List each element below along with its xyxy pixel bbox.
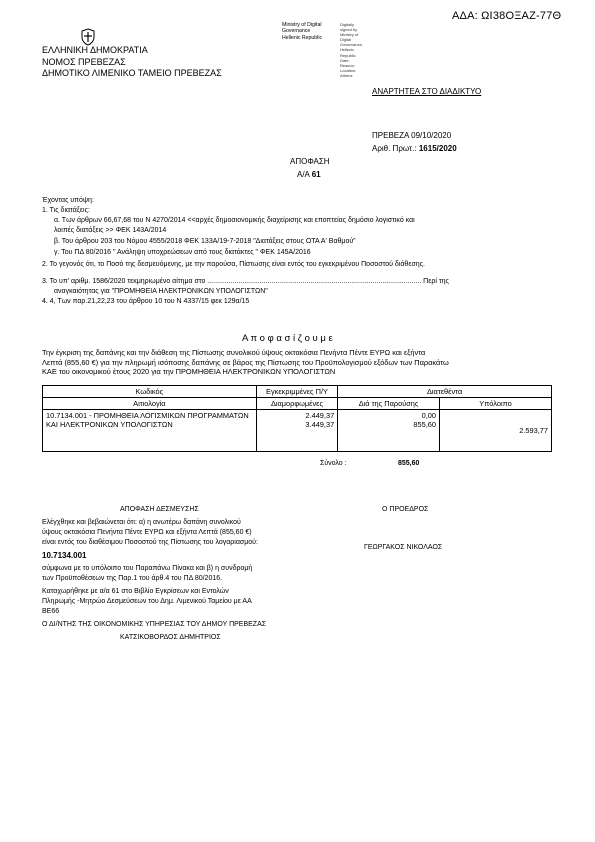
signature-line: Location: Athens (340, 67, 357, 78)
row-remaining: 2.593,77 (440, 410, 552, 452)
digital-signature-stamp (282, 22, 363, 78)
president-title: Ο ΠΡΟΕΔΡΟΣ (382, 506, 429, 513)
table-header-row (43, 398, 552, 410)
col-header-by-this: Διά της Παρούσης (338, 398, 440, 410)
ministry-line: Ministry of Digital (282, 22, 322, 28)
place-date: ΠΡΕΒΕΖΑ 09/10/2020 (372, 131, 452, 140)
col-header-description: Αιτιολογία (43, 398, 257, 410)
commitment-line: Ελέγχθηκε και βεβαιώνεται ότι: α) η ανωτέρω δαπάνη συνολικού (42, 519, 241, 526)
budget-table (42, 385, 552, 452)
provision-item: 2. Το γεγονός ότι, το Ποσό της δεσμευόμενης, με την παρούσα, Πίστωσης είναι εντός του εγκεκριμένου Ποσοστού διάθεσης. (42, 261, 425, 268)
total-value: 855,60 (398, 460, 420, 467)
signature-line: Reason: (340, 62, 355, 68)
ministry-line: Governance (282, 28, 311, 35)
row-description: 10.7134.001 - ΠΡΟΜΗΘΕΙΑ ΛΟΓΙΣΜΙΚΩΝ ΠΡΟΓΡΑΜΜΑΤΩΝ ΚΑΙ ΗΛΕΚΤΡΟΝΙΚΩΝ ΥΠΟΛΟΓΙΣΤΩΝ (43, 410, 257, 452)
ada-code: ΑΔΑ: ΩΙ38ΟΞΑΖ-77Θ (452, 10, 562, 22)
signature-line: Governance, (340, 42, 363, 48)
signature-line: Hellenic Republic (340, 47, 356, 58)
decision-number: Α/Α 61 (297, 170, 321, 179)
row-available: 0,00 855,60 (338, 410, 440, 452)
approval-line: Λεπτά (855,60 €) για την πληρωμή ισόποσης δαπάνης σε βάρος της Πίστωσης του Προϋπολογισμού εξόδων των Παρακάτω (42, 357, 449, 367)
col-header-code: Κωδικός (43, 386, 257, 398)
approval-text (42, 348, 552, 377)
president-name: ΓΕΩΡΓΑΚΟΣ ΝΙΚΟΛΑΟΣ (364, 544, 443, 551)
approval-line: Την έγκριση της δαπάνης και την διάθεση της Πίστωσης συνολικού ύψους οκτακόσια Πενήντα Πέντε ΕΥΡΩ και εξήντα (42, 348, 426, 357)
provision-item: 4. 4, Των παρ.21,22,23 του άρθρου 10 του Ν 4337/15 φεκ 129α/15 (42, 298, 250, 305)
signature-line: Digitally signed by Ministry of Digital (340, 22, 359, 43)
signature-line: Date: (340, 57, 350, 63)
commitment-line: ΒΕ66 (42, 608, 60, 615)
provision-item: 1. Τις διατάξεις: (42, 207, 90, 214)
decision-title: ΑΠΟΦΑΣΗ (290, 157, 330, 166)
col-header-available: Διατεθέντα (338, 386, 552, 398)
commitment-line: Καταχωρήθηκε με α/α 61 στο Βιβλίο Εγκρίσεων και Εντολών (42, 588, 229, 595)
issuer-header (42, 45, 222, 80)
col-header-remaining: Υπόλοιπο (440, 398, 552, 410)
commitment-line: των Προϋποθέσεων της Παρ.1 του άρθ.4 του ΠΔ 80/2016. (42, 575, 223, 582)
commitment-title: ΑΠΟΦΑΣΗ ΔΕΣΜΕΥΣΗΣ (120, 506, 199, 513)
col-header-approved: Εγκεκριμμένες Π/Υ (256, 386, 337, 398)
provision-item: 3. Το υπ' αριθμ. 1586/2020 τεκμηριωμένο αίτημα στο .............................................................................................................. Περί της (42, 278, 449, 285)
table-header-row (43, 386, 552, 398)
we-decide-heading: Α π ο φ α σ ί ζ ο υ μ ε (242, 333, 333, 344)
hellenic-emblem-icon (80, 28, 96, 46)
commitment-line: Πληρωμής -Μητρώο Δεσμεύσεων του Δημ. Λιμενικού Ταμείου με ΑΑ (42, 598, 252, 605)
commitment-line: είναι εντός του διαθέσιμου Ποσοστού της Πίστωσης του λογαριασμού: (42, 539, 258, 546)
publish-note: ΑΝΑΡΤΗΤΕΑ ΣΤΟ ΔΙΑΔΙΚΤΥΟ (372, 87, 482, 96)
director-title: Ο ΔΙ/ΝΤΗΣ ΤΗΣ ΟΙΚΟΝΟΜΙΚΗΣ ΥΠΗΡΕΣΙΑΣ ΤΟΥ ΔΗΜΟΥ ΠΡΕΒΕΖΑΣ (42, 621, 267, 628)
director-name: ΚΑΤΣΙΚΟΒΟΡΔΟΣ ΔΗΜΗΤΡΙΟΣ (120, 634, 221, 641)
commitment-line: ύψους οκτακόσια Πενήντα Πέντε ΕΥΡΩ και εξήντα Λεπτά (855,60 €) (42, 529, 252, 536)
commitment-line: σύμφωνα με το υπόλοιπο του Παραπάνω Πίνακα και β) η συνδρομή (42, 565, 253, 572)
having-regard: Έχοντας υπόψη: (42, 197, 94, 204)
total-label: Σύνολο : (320, 460, 347, 467)
provision-item: α. Των άρθρων 66,67,68 του Ν 4270/2014 <<αρχές δημοσιονομικής διαχείρισης και εποπτείας δημόσιο λογιστικό και (54, 217, 415, 224)
provision-item: λοιπές διατάξεις >> ΦΕΚ 143Α/2014 (54, 227, 167, 234)
approval-line: ΚΑΕ του οικονομικού έτους 2020 για την ΠΡΟΜΗΘΕΙΑ ΗΛΕΚΤΡΟΝΙΚΩΝ ΥΠΟΛΟΓΙΣΤΩΝ (42, 367, 336, 377)
issuer-line: ΔΗΜΟΤΙΚΟ ΛΙΜΕΝΙΚΟ ΤΑΜΕΙΟ ΠΡΕΒΕΖΑΣ (42, 68, 222, 78)
row-approved: 2.449,37 3.449,37 (256, 410, 337, 452)
provision-item: γ. Του ΠΔ 80/2016 " Ανάληψη υποχρεώσεων από τους διατάκτες " ΦΕΚ 145Α/2016 (54, 249, 311, 256)
table-row (43, 410, 552, 452)
provision-item: β. Του άρθρου 203 του Νόμου 4555/2018 ΦΕΚ 133Α/19-7-2018 "Διατάξεις στους ΟΤΑ Α' Βαθμού" (54, 238, 356, 245)
protocol-number: Αριθ. Πρωτ.: 1615/2020 (372, 144, 457, 153)
account-number: 10.7134.001 (42, 551, 87, 560)
issuer-line: ΕΛΛΗΝΙΚΗ ΔΗΜΟΚΡΑΤΙΑ (42, 45, 148, 55)
provision-item: αναγκαιότητας για "ΠΡΟΜΗΘΕΙΑ ΗΛΕΚΤΡΟΝΙΚΩΝ ΥΠΟΛΟΓΙΣΤΩΝ" (54, 288, 268, 295)
ministry-line: Hellenic Republic (282, 34, 323, 41)
col-header-amended: Διαμορφωμένες (256, 398, 337, 410)
issuer-line: ΝΟΜΟΣ ΠΡΕΒΕΖΑΣ (42, 56, 126, 67)
